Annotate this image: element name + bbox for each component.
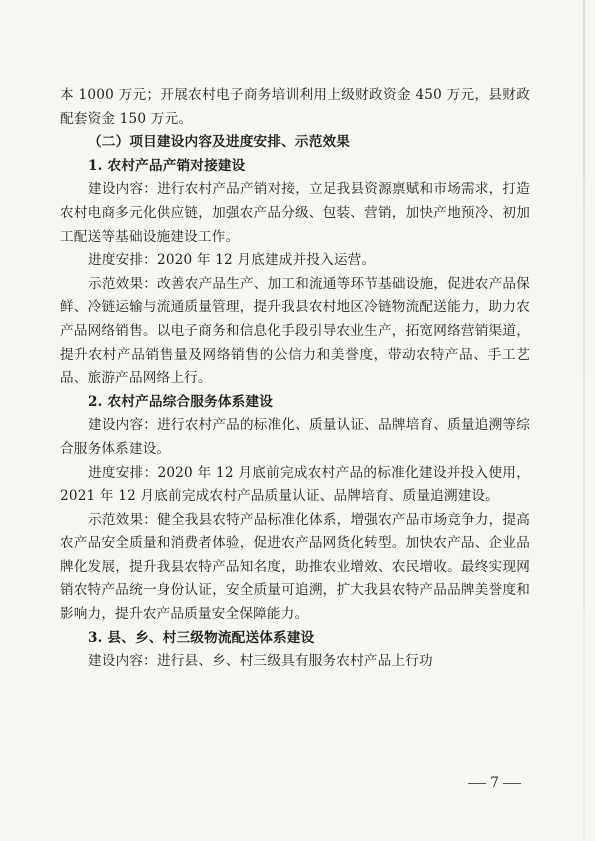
subsection-heading-1: 1. 农村产品产销对接建设 bbox=[88, 157, 246, 174]
paragraph-continuation: 本 1000 万元；开展农村电子商务培训利用上级财政资金 450 万元，县财政配套资金 150 万元。 bbox=[60, 87, 530, 127]
paragraph: 进度安排：2020 年 12 月底前完成农村产品的标准化建设并投入使用，2021 年 12 月底前完成农村产品质量认证、品牌培育、质量追溯建设。 bbox=[60, 464, 530, 505]
page-number: 7 bbox=[490, 775, 499, 791]
document-body bbox=[60, 84, 530, 674]
paragraph: 建设内容：进行农村产品产销对接，立足我县资源禀赋和市场需求，打造农村电商多元化供应链，加强农产品分级、包装、营销，加快产地预冷、初加工配送等基础设施建设工作。 bbox=[60, 181, 530, 245]
page-footer bbox=[464, 775, 525, 791]
footer-dash-left bbox=[468, 783, 486, 784]
subsection-heading-2: 2. 农村产品综合服务体系建设 bbox=[88, 393, 274, 410]
paragraph: 进度安排：2020 年 12 月底建成并投入运营。 bbox=[88, 252, 376, 269]
paragraph: 建设内容：进行县、乡、村三级具有服务农村产品上行功 bbox=[88, 653, 433, 670]
paragraph: 建设内容：进行农村产品的标准化、质量认证、品牌培育、质量追溯等综合服务体系建设。 bbox=[60, 417, 530, 457]
paragraph: 示范效果：改善农产品生产、加工和流通等环节基础设施，促进农产品保鲜、冷链运输与流通质量管理，提升我县农村地区冷链物流配送能力，助力农产品网络销售。以电子商务和信息化手段引导农业生产，拓宽网络营销渠道，提升农村产品销售量及网络销售的公信力和美誉度，带动农特产品、手工艺品、旅游产品网络上行。 bbox=[60, 275, 530, 387]
footer-dash-right bbox=[503, 783, 521, 784]
paragraph: 示范效果：健全我县农特产品标准化体系，增强农产品市场竞争力，提高农产品安全质量和消费者体验，促进农产品网货化转型。加快农产品、企业品牌化发展，提升我县农特产品知名度，助推农业增效、农民增收。最终实现网销农特产品统一身份认证，安全质量可追溯，扩大我县农特产品品牌美誉度和影响力，提升农产品质量安全保障能力。 bbox=[60, 511, 530, 623]
scan-edge-shadow bbox=[583, 0, 585, 841]
subsection-heading-3: 3. 县、乡、村三级物流配送体系建设 bbox=[88, 629, 315, 646]
section-heading: （二）项目建设内容及进度安排、示范效果 bbox=[88, 134, 351, 151]
